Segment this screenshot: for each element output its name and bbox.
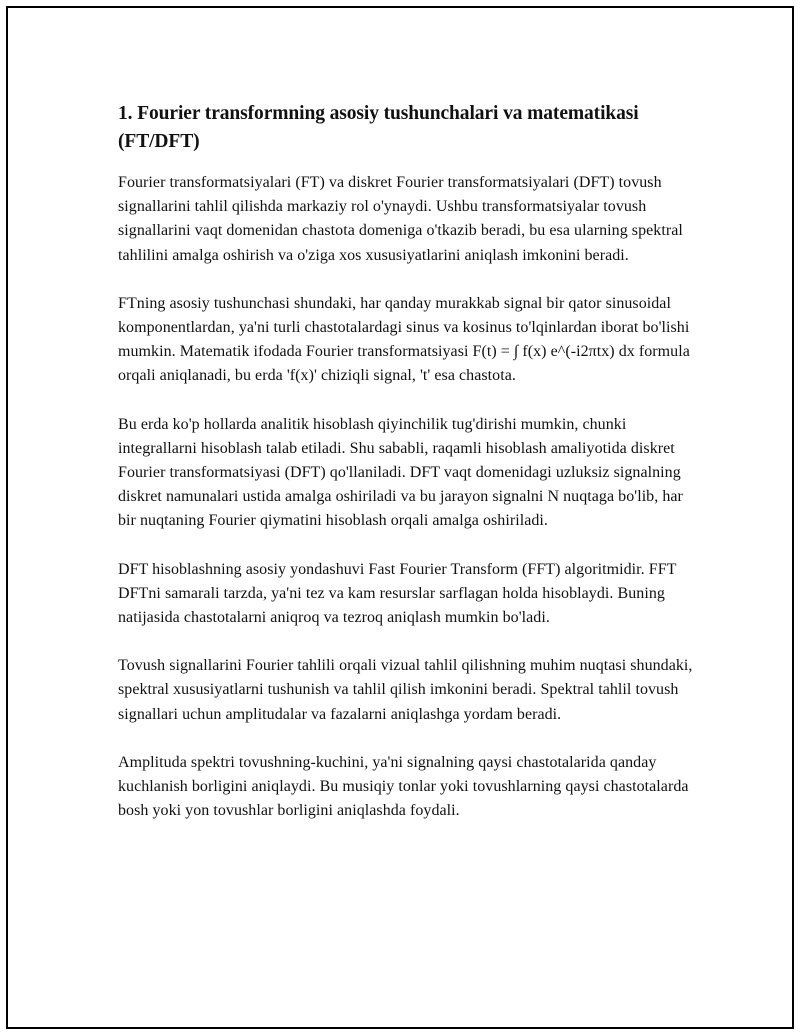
paragraph-4: DFT hisoblashning asosiy yondashuvi Fast Fourier Transform (FFT) algoritmidir. FFT DFTni samarali tarzda, ya'ni tez va kam resurslar sarflagan holda hisoblaydi. Buning natijasida chastotalarni aniqroq va tezroq aniqlash mumkin bo'ladi. (118, 560, 677, 627)
paragraph-1: Fourier transformatsiyalari (FT) va diskret Fourier transformatsiyalari (DFT) tovush signallarini tahlil qilishda markaziy rol o'ynaydi. Ushbu transformatsiyalar tovush signallarini vaqt domenidan chastota domeniga o'tkazib beradi, bu esa ularning spektral tahlilini amalga oshirish va o'ziga xos xususiyatlarini aniqlash imkonini beradi. (118, 174, 683, 264)
document-body (118, 100, 703, 847)
section-title: 1. Fourier transformning asosiy tushunchalari va matematikasi (FT/DFT) (118, 103, 639, 152)
paragraph-5: Tovush signallarini Fourier tahlili orqali vizual tahlil qilishning muhim nuqtasi shundaki, spektral xususiyatlarni tushunish va tahlil qilish imkonini beradi. Spektral tahlil tovush signallari uchun amplitudalar va fazalarni aniqlashga yordam beradi. (118, 657, 693, 723)
page-frame (6, 6, 794, 1029)
paragraph-6: Amplituda spektri tovushning-kuchini, ya'ni signalning qaysi chastotalarida qanday kuchlanish borligini aniqlaydi. Bu musiqiy tonlar yoki tovushlarning qaysi chastotalarda bosh yoki yon tovushlar borligini aniqlashda foydali. (118, 753, 689, 820)
paragraph-2: FTning asosiy tushunchasi shundaki, har qanday murakkab signal bir qator sinusoidal komponentlardan, ya'ni turli chastotalardagi sinus va kosinus to'lqinlardan iborat bo'lishi mumkin. Matematik ifodada Fourier transformatsiyasi F(t) = ∫ f(x) e^(-i2πtx) dx formula orqali aniqlanadi, bu erda 'f(x)' chiziqli signal, 't' esa chastota. (118, 294, 690, 385)
paragraph-3: Bu erda ko'p hollarda analitik hisoblash qiyinchilik tug'dirishi mumkin, chunki integrallarni hisoblash talab etiladi. Shu sababli, raqamli hisoblash amaliyotida diskret Fourier transformatsiyasi (DFT) qo'llaniladi. DFT vaqt domenidagi uzluksiz signalning diskret namunalari ustida amalga oshiriladi va bu jarayon signalni N nuqtaga bo'lib, har bir nuqtaning Fourier qiymatini hisoblash orqali amalga oshiriladi. (118, 415, 683, 530)
